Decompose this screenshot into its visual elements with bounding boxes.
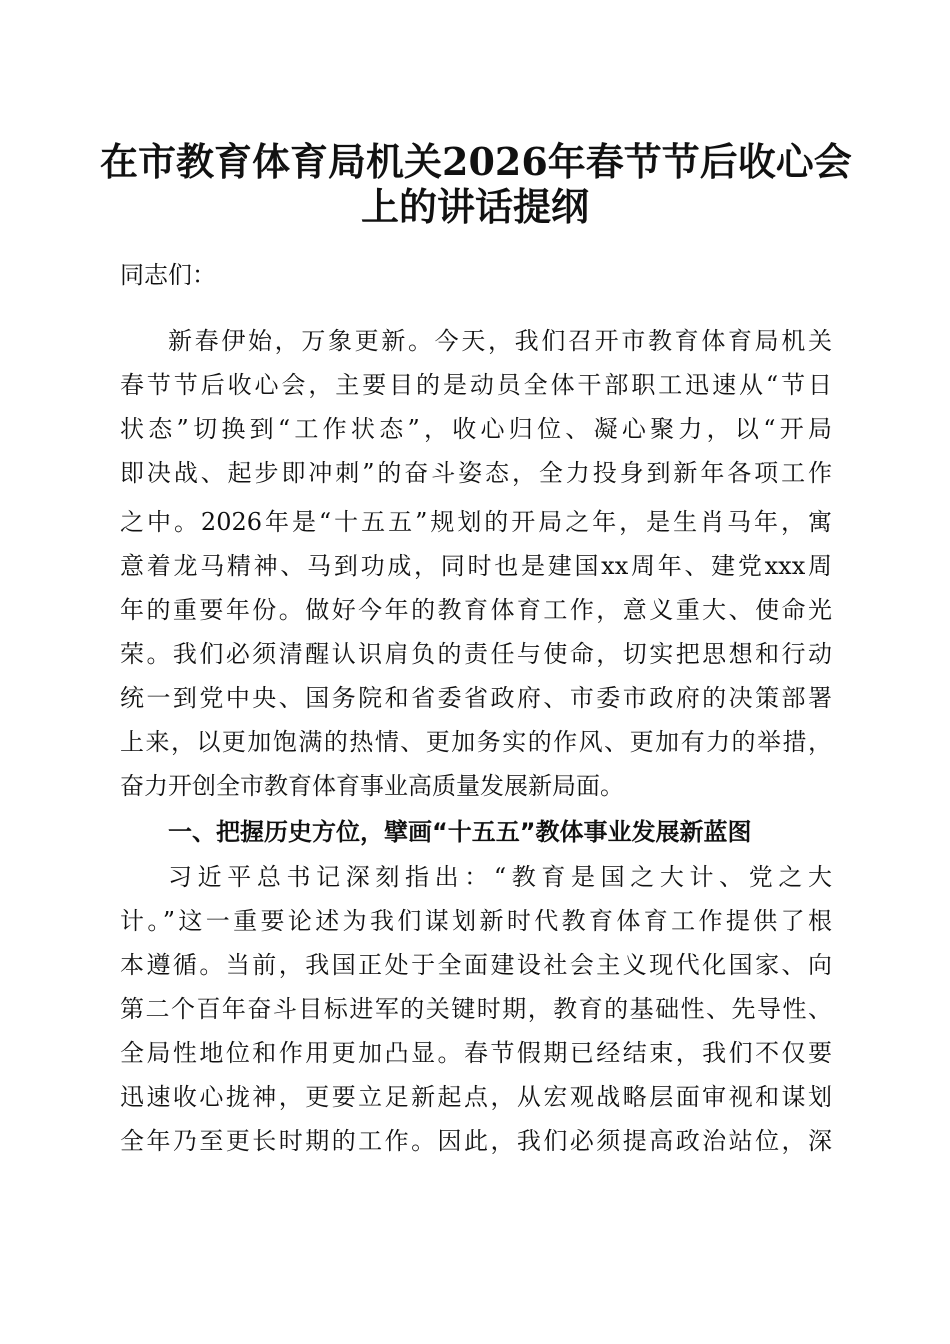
paragraph-line: 计。”这一重要论述为我们谋划新时代教育体育工作提供了根: [120, 907, 832, 935]
paragraph-line: 习近平总书记深刻指出：“教育是国之大计、党之大: [168, 863, 832, 891]
paragraph-line: 年的重要年份。做好今年的教育体育工作，意义重大、使命光: [120, 596, 832, 624]
paragraph-line: 意着龙马精神、马到功成，同时也是建国xx周年、建党xxx周: [120, 552, 832, 580]
paragraph-line: 即决战、起步即冲刺”的奋斗姿态，全力投身到新年各项工作: [120, 459, 832, 487]
paragraph-line: 本遵循。当前，我国正处于全面建设社会主义现代化国家、向: [120, 951, 832, 979]
paragraph-line: 之中。2026年是“十五五”规划的开局之年，是生肖马年，寓: [120, 508, 832, 536]
paragraph-line: 奋力开创全市教育体育事业高质量发展新局面。: [120, 772, 624, 800]
paragraph-line: 统一到党中央、国务院和省委省政府、市委市政府的决策部署: [120, 684, 832, 712]
paragraph-line: 新春伊始，万象更新。今天，我们召开市教育体育局机关: [168, 327, 832, 355]
paragraph-line: 迅速收心拢神，更要立足新起点，从宏观战略层面审视和谋划: [120, 1083, 832, 1111]
paragraph-line: 第二个百年奋斗目标进军的关键时期，教育的基础性、先导性、: [120, 995, 832, 1023]
section-heading: 一、把握历史方位，擘画“十五五”教体事业发展新蓝图: [168, 818, 752, 846]
paragraph-line: 荣。我们必须清醒认识肩负的责任与使命，切实把思想和行动: [120, 640, 832, 668]
paragraph-line: 上来，以更加饱满的热情、更加务实的作风、更加有力的举措，: [120, 728, 832, 756]
paragraph-line: 春节节后收心会，主要目的是动员全体干部职工迅速从“节日: [120, 371, 832, 399]
paragraph-line: 全年乃至更长时期的工作。因此，我们必须提高政治站位，深: [120, 1127, 832, 1155]
document-title-line-1: 在市教育体育局机关2026年春节节后收心会: [100, 139, 852, 184]
salutation: 同志们：: [120, 261, 216, 289]
paragraph-line: 状态”切换到“工作状态”，收心归位、凝心聚力，以“开局: [120, 415, 832, 443]
paragraph-line: 全局性地位和作用更加凸显。春节假期已经结束，我们不仅要: [120, 1039, 832, 1067]
document-title-line-2: 上的讲话提纲: [360, 184, 589, 229]
